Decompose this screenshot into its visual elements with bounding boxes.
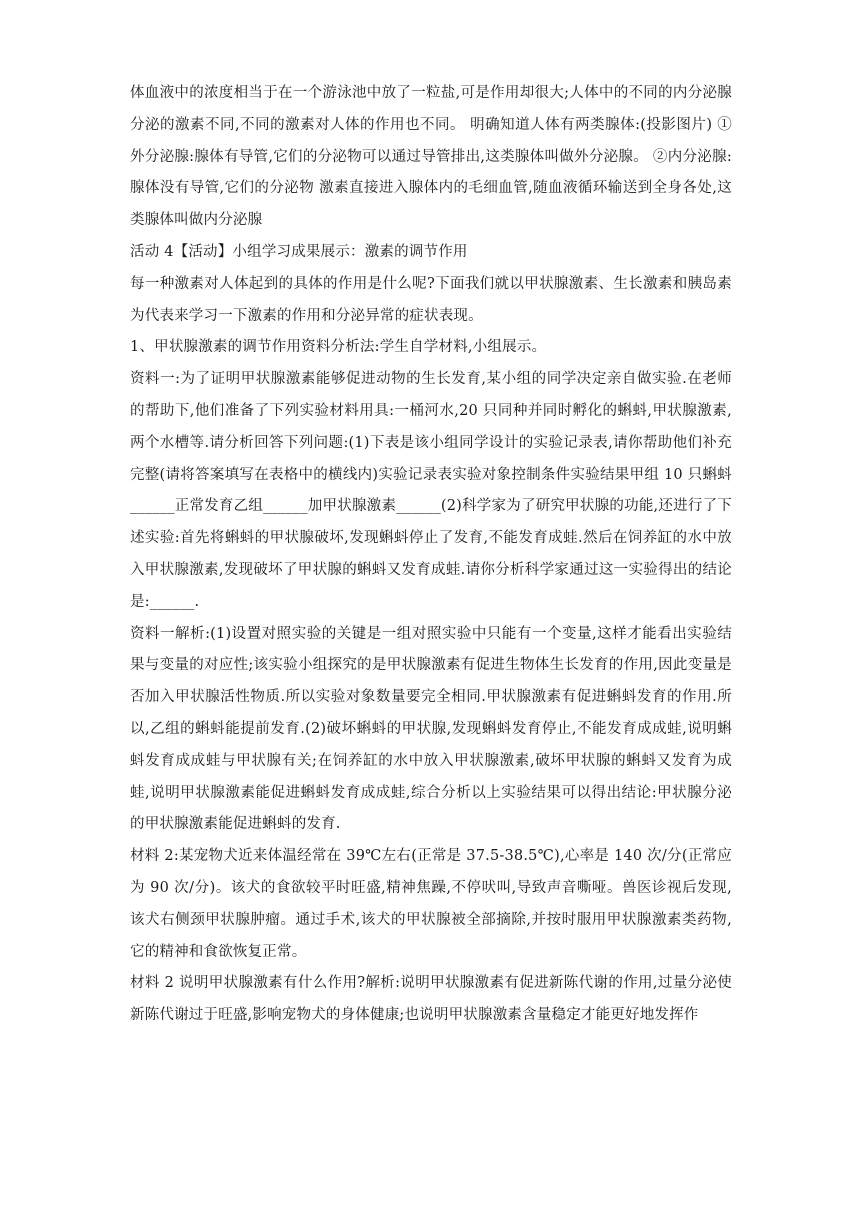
paragraph-material-2-analysis: 材料 2 说明甲状腺激素有什么作用?解析:说明甲状腺激素有促进新陈代谢的作用,过量分泌使新陈代谢过于旺盛,影响宠物犬的身体健康;也说明甲状腺激素含量稳定才能更好地发挥作: [130, 975, 732, 1024]
paragraph-question-intro: 每一种激素对人体起到的具体的作用是什么呢?下面我们就以甲状腺激素、生长激素和胰岛素为代表来学习一下激素的作用和分泌异常的症状表现。: [130, 275, 732, 324]
paragraph-section-1-title: 1、甲状腺激素的调节作用资料分析法:学生自学材料,小组展示。: [130, 339, 547, 356]
paragraph-material-2: 材料 2:某宠物犬近来体温经常在 39℃左右(正常是 37.5-38.5℃),心率是 140 次/分(正常应为 90 次/分)。该犬的食欲较平时旺盛,精神焦躁,不停吠叫,导致声音嘶哑。兽医诊视后发现,该犬右侧颈甲状腺肿瘤。通过手术,该犬的甲状腺被全部摘除,并按时服用甲状腺激素类药物,它的精神和食欲恢复正常。: [130, 848, 732, 960]
paragraph-material-1: 资料一:为了证明甲状腺激素能够促进动物的生长发育,某小组的同学决定亲自做实验.在老师的帮助下,他们准备了下列实验材料用具:一桶河水,20 只同种并同时孵化的蝌蚪,甲状腺激素,两个水槽等.请分析回答下列问题:(1)下表是该小组同学设计的实验记录表,请你帮助他们补充完整(请将答案填写在表格中的横线内)实验记录表实验对象控制条件实验结果甲组 10 只蝌蚪______正常发育乙组______加甲状腺激素______(2)科学家为了研究甲状腺的功能,还进行了下述实验:首先将蝌蚪的甲状腺破坏,发现蝌蚪停止了发育,不能发育成蛙.然后在饲养缸的水中放入甲状腺激素,发现破坏了甲状腺的蝌蚪又发育成蛙.请你分析科学家通过这一实验得出的结论是:______.: [130, 371, 732, 610]
paragraph-material-1-analysis: 资料一解析:(1)设置对照实验的关键是一组对照实验中只能有一个变量,这样才能看出实验结果与变量的对应性;该实验小组探究的是甲状腺激素有促进生物体生长发育的作用,因此变量是否加入甲状腺活性物质.所以实验对象数量要完全相同.甲状腺激素有促进蝌蚪发育的作用.所以,乙组的蝌蚪能提前发育.(2)破坏蝌蚪的甲状腺,发现蝌蚪发育停止,不能发育成成蛙,说明蝌蚪发育成成蛙与甲状腺有关;在饲养缸的水中放入甲状腺激素,破坏甲状腺的蝌蚪又发育为成蛙,说明甲状腺激素能促进蝌蚪发育成成蛙,综合分析以上实验结果可以得出结论:甲状腺分泌的甲状腺激素能促进蝌蚪的发育.: [130, 625, 732, 833]
document-body: [130, 78, 732, 1032]
paragraph-activity-4-heading: 活动 4【活动】小组学习成果展示：激素的调节作用: [130, 243, 468, 260]
paragraph-hormone-intro: 体血液中的浓度相当于在一个游泳池中放了一粒盐,可是作用却很大;人体中的不同的内分泌腺分泌的激素不同,不同的激素对人体的作用也不同。 明确知道人体有两类腺体:(投影图片) ①外分泌腺:腺体有导管,它们的分泌物可以通过导管排出,这类腺体叫做外分泌腺。 ②内分泌腺:腺体没有导管,它们的分泌物 激素直接进入腺体内的毛细血管,随血液循环输送到全身各处,这类腺体叫做内分泌腺: [130, 85, 732, 229]
